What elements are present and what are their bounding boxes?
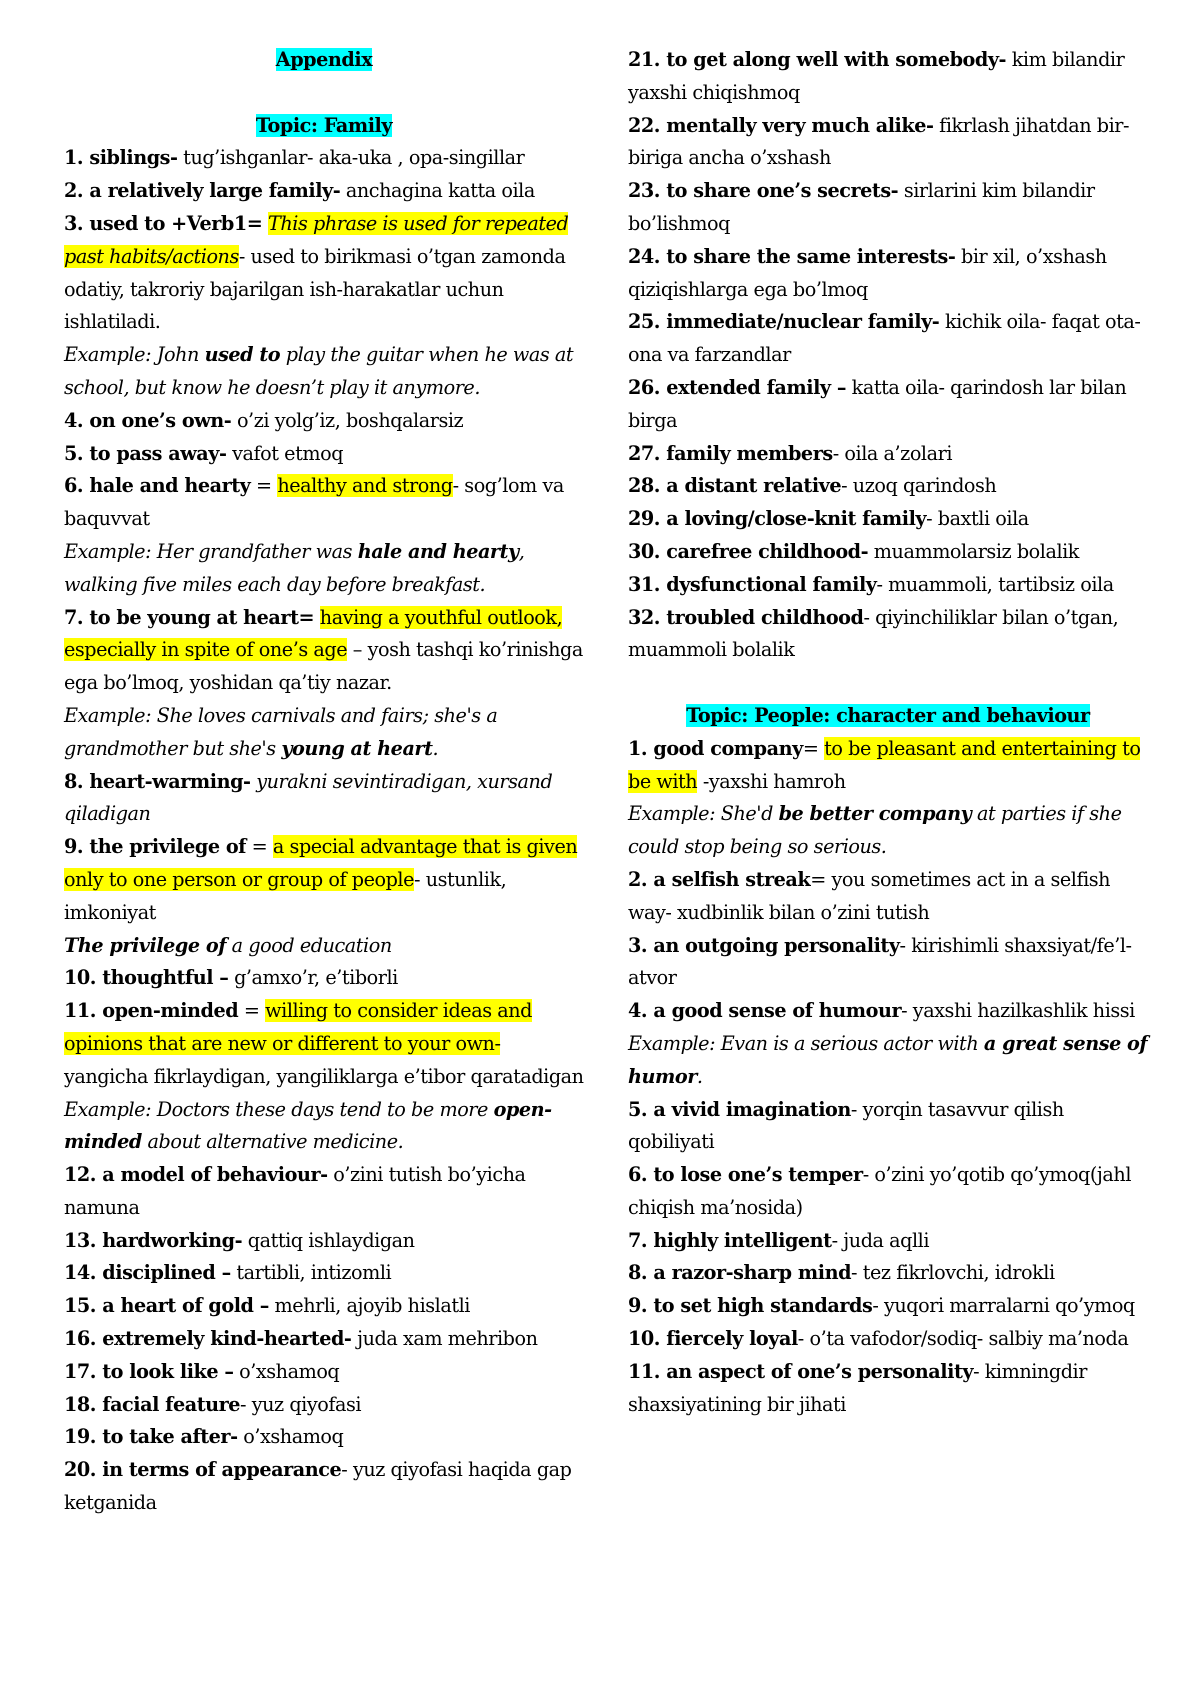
vocabulary-entry — [628, 372, 1148, 438]
vocabulary-entry — [64, 142, 584, 175]
entry-text: a great sense of humor — [628, 1031, 1148, 1088]
entry-text: 3. used to +Verb1= — [64, 211, 263, 235]
vocabulary-entry — [64, 831, 584, 929]
entry-text: - o’zini yo’qotib qo’ymoq(jahl chiqish ma’nosida) — [628, 1163, 1132, 1219]
entry-text: 16. extremely kind-hearted- — [64, 1327, 352, 1351]
entry-text: 4. on one’s own- — [64, 408, 232, 432]
vocabulary-entry — [64, 339, 584, 405]
entry-text: = — [245, 835, 273, 859]
entry-text: 25. immediate/nuclear family- — [628, 310, 940, 334]
entry-text: 14. disciplined – — [64, 1261, 231, 1285]
entry-text: - ustunlik, imkoniyat — [64, 867, 507, 924]
entry-text: 4. a good sense of humour — [628, 999, 902, 1023]
spacer — [628, 667, 1148, 700]
entry-text: a good education — [226, 933, 392, 957]
entry-text: play the guitar when he was at school, but know he doesn’t play it anymore. — [64, 343, 574, 399]
section-heading-text: Topic: Family — [255, 113, 393, 137]
entry-text: - yuqori marralarni qo’ymoq — [872, 1294, 1135, 1318]
vocabulary-entry — [628, 930, 1148, 996]
entry-text: - used to birikmasi o’tgan zamonda odatiy, takroriy bajarilgan ish-harakatlar uchun ishlatiladi. — [64, 244, 566, 334]
entry-text: 12. a model of behaviour- — [64, 1163, 328, 1187]
section-heading — [64, 110, 584, 143]
entry-text: = — [250, 474, 278, 498]
vocabulary-entry — [64, 208, 584, 339]
entry-text: 17. to look like – — [64, 1359, 234, 1383]
entry-text: o’xshamoq — [233, 1359, 340, 1383]
entry-text: be better company — [778, 802, 972, 826]
entry-text: 30. carefree childhood- — [628, 539, 869, 563]
entry-text: Example: Evan is a serious actor with — [628, 1031, 984, 1055]
entry-text: - kirishimli shaxsiyat/fe’l- atvor — [628, 933, 1132, 990]
section-heading-text: Topic: People: character and behaviour — [686, 703, 1090, 727]
entry-text: g’amxo’r, e’tiborli — [228, 966, 398, 990]
entry-text: sirlarini kim bilandir bo’lishmoq — [628, 179, 1095, 235]
vocabulary-entry — [64, 700, 584, 766]
vocabulary-entry — [64, 766, 584, 832]
entry-text: vafot etmoq — [226, 441, 344, 465]
vocabulary-entry — [628, 175, 1148, 241]
entry-text: - sog’lom va baquvvat — [64, 474, 564, 531]
vocabulary-entry — [628, 1290, 1148, 1323]
entry-text: anchagina katta oila — [340, 179, 535, 203]
entry-text: 6. hale and hearty — [64, 474, 251, 498]
entry-text: 9. to set high standards — [628, 1294, 873, 1318]
vocabulary-entry — [64, 1225, 584, 1258]
entry-text: having a youthful outlook, especially in spite of one’s age — [64, 605, 563, 662]
vocabulary-entry — [64, 1290, 584, 1323]
entry-text: used to — [204, 343, 281, 367]
entry-text: - uzoq qarindosh — [841, 474, 997, 498]
entry-text: Example: She'd — [628, 802, 779, 826]
vocabulary-entry — [628, 798, 1148, 864]
vocabulary-entry — [628, 1356, 1148, 1422]
entry-text: o’zini tutish bo’yicha namuna — [64, 1163, 526, 1219]
entry-text: tug’ishganlar- aka-uka , opa-singillar — [177, 146, 525, 170]
entry-text: about alternative medicine. — [141, 1130, 404, 1154]
spacer — [64, 77, 584, 110]
entry-text: 23. to share one’s secrets- — [628, 179, 899, 203]
vocabulary-entry — [64, 536, 584, 602]
entry-text: 2. a relatively large family- — [64, 179, 341, 203]
entry-text: fikrlash jihatdan bir-biriga ancha o’xshash — [628, 113, 1130, 170]
entry-text: The privilege of — [64, 933, 227, 957]
vocabulary-entry — [628, 733, 1148, 799]
vocabulary-entry — [628, 536, 1148, 569]
vocabulary-entry — [64, 1389, 584, 1422]
entry-text: qattiq ishlaydigan — [242, 1228, 415, 1252]
vocabulary-entry — [628, 44, 1148, 110]
entry-text: 9. the privilege of — [64, 835, 246, 859]
entry-text: 5. a vivid imagination — [628, 1097, 851, 1121]
entry-text: 21. to get along well with somebody- — [628, 48, 1007, 71]
entry-text: - baxtli oila — [926, 507, 1029, 531]
entry-text: 13. hardworking- — [64, 1228, 243, 1252]
entry-text: at parties if she could stop being so serious. — [628, 802, 1122, 859]
entry-text: 31. dysfunctional family — [628, 572, 877, 596]
entry-text: 28. a distant relative — [628, 474, 842, 498]
entry-text: - tez fikrlovchi, idrokli — [851, 1261, 1055, 1285]
entry-text: 5. to pass away- — [64, 441, 227, 465]
entry-text: 32. troubled childhood — [628, 605, 864, 629]
entry-text: . — [696, 1064, 703, 1088]
vocabulary-entry — [628, 503, 1148, 536]
vocabulary-entry — [628, 1225, 1148, 1258]
entry-text: tartibli, intizomli — [230, 1261, 392, 1285]
entry-text: 11. open-minded — [64, 999, 239, 1023]
entry-text: 11. an aspect of one’s personality — [628, 1359, 974, 1383]
entry-text: Example: Her grandfather was — [64, 539, 358, 563]
vocabulary-entry — [64, 1159, 584, 1225]
entry-text: katta oila- qarindosh lar bilan birga — [628, 375, 1127, 432]
entry-text: o’xshamoq — [237, 1425, 344, 1449]
vocabulary-entry — [64, 405, 584, 438]
vocabulary-entry — [64, 995, 584, 1093]
entry-text: 1. siblings- — [64, 146, 178, 170]
entry-text: a special advantage that is given only to one person or group of people — [64, 835, 578, 891]
entry-text: to be pleasant and entertaining to be with — [628, 736, 1141, 793]
section-heading — [628, 700, 1148, 733]
entry-text: 19. to take after- — [64, 1425, 238, 1449]
entry-text: hale and hearty — [357, 539, 519, 563]
entry-text: Example: John — [64, 343, 205, 367]
entry-text: 26. extended family – — [628, 375, 846, 399]
entry-text: kichik oila- faqat ota-ona va farzandlar — [628, 310, 1141, 367]
entry-text: = you sometimes act in a selfish way- xudbinlik bilan o’zini tutish — [628, 867, 1111, 924]
entry-text: Example: Doctors these days tend to be more — [64, 1097, 494, 1121]
entry-text: kim bilandir yaxshi chiqishmoq — [628, 48, 1125, 104]
vocabulary-entry — [628, 306, 1148, 372]
entry-text: This phrase is used for repeated past habits/actions — [64, 211, 569, 268]
entry-text: muammolarsiz bolalik — [868, 539, 1079, 563]
vocabulary-entry — [64, 930, 584, 963]
vocabulary-entry — [628, 110, 1148, 176]
entry-text: 10. fiercely loyal — [628, 1327, 798, 1351]
entry-text: 27. family members — [628, 441, 833, 465]
vocabulary-entry — [628, 569, 1148, 602]
entry-text: - yorqin tasavvur qilish qobiliyati — [628, 1097, 1064, 1154]
vocabulary-entry — [64, 1356, 584, 1389]
vocabulary-entry — [64, 438, 584, 471]
entry-text: - o’ta vafodor/sodiq- salbiy ma’noda — [797, 1327, 1129, 1351]
vocabulary-entry — [64, 1257, 584, 1290]
entry-text: 8. heart-warming- — [64, 769, 251, 793]
vocabulary-entry — [64, 1323, 584, 1356]
vocabulary-entry — [628, 1094, 1148, 1160]
entry-text: yangicha fikrlaydigan, yangiliklarga e’tibor qaratadigan — [64, 1064, 584, 1088]
entry-text: yurakni sevintiradigan, xursand qiladigan — [64, 769, 553, 826]
entry-text: 29. a loving/close-knit family — [628, 507, 927, 531]
entry-text: - oila a’zolari — [832, 441, 952, 465]
entry-text: 7. highly intelligent — [628, 1228, 832, 1252]
entry-text: 24. to share the same interests- — [628, 244, 956, 268]
vocabulary-entry — [628, 602, 1148, 668]
entry-text: - yaxshi hazilkashlik hissi — [901, 999, 1135, 1023]
vocabulary-entry — [64, 1421, 584, 1454]
vocabulary-entry — [628, 241, 1148, 307]
entry-text: - juda aqlli — [831, 1228, 930, 1252]
vocabulary-entry — [64, 470, 584, 536]
entry-text: bir xil, o’xshash qiziqishlarga ega bo’lmoq — [628, 244, 1107, 301]
vocabulary-entry — [64, 1094, 584, 1160]
vocabulary-entry — [628, 438, 1148, 471]
entry-text: 7. to be young at heart= — [64, 605, 315, 629]
entry-text — [314, 606, 320, 629]
entry-text: 15. a heart of gold – — [64, 1294, 269, 1318]
entry-text: = — [238, 999, 266, 1023]
vocabulary-entry — [628, 470, 1148, 503]
vocabulary-entry — [628, 864, 1148, 930]
vocabulary-entry — [628, 1257, 1148, 1290]
section-heading — [64, 44, 584, 77]
entry-text: mehrli, ajoyib hislatli — [268, 1294, 470, 1318]
entry-text: . — [432, 736, 439, 760]
entry-text: 22. mentally very much alike- — [628, 113, 934, 137]
entry-text: 8. a razor-sharp mind — [628, 1261, 852, 1285]
left-column — [64, 44, 584, 1520]
entry-text: - muammoli, tartibsiz oila — [876, 572, 1114, 596]
entry-text: 18. facial feature — [64, 1392, 241, 1416]
vocabulary-entry — [628, 1159, 1148, 1225]
vocabulary-entry — [628, 995, 1148, 1028]
entry-text: juda xam mehribon — [351, 1327, 538, 1351]
entry-text: healthy and strong — [277, 474, 453, 498]
entry-text: open-minded — [64, 1097, 552, 1154]
entry-text: = — [802, 736, 825, 760]
entry-text: - yuz qiyofasi — [240, 1392, 362, 1416]
entry-text: – yosh tashqi ko’rinishga ega bo’lmoq, yoshidan qa’tiy nazar. — [64, 638, 583, 695]
entry-text: 10. thoughtful – — [64, 966, 229, 990]
entry-text: 3. an outgoing personality — [628, 933, 900, 957]
vocabulary-entry — [628, 1028, 1148, 1094]
entry-text: 2. a selfish streak — [628, 867, 811, 891]
vocabulary-entry — [64, 175, 584, 208]
entry-text: young at heart — [281, 736, 433, 760]
section-heading-text: Appendix — [275, 48, 373, 71]
entry-text: 1. good company — [628, 736, 803, 760]
entry-text: -yaxshi hamroh — [697, 769, 846, 793]
entry-text: - kimningdir shaxsiyatining bir jihati — [628, 1359, 1087, 1416]
entry-text: - yuz qiyofasi haqida gap ketganida — [64, 1458, 572, 1515]
right-column — [628, 44, 1148, 1421]
entry-text: willing to consider ideas and opinions that are new or different to your own- — [64, 999, 532, 1055]
entry-text: o’zi yolg’iz, boshqalarsiz — [231, 408, 464, 432]
entry-text: 20. in terms of appearance — [64, 1458, 342, 1482]
vocabulary-entry — [628, 1323, 1148, 1356]
entry-text: 6. to lose one’s temper — [628, 1163, 863, 1187]
entry-text: , walking five miles each day before breakfast. — [64, 539, 525, 596]
vocabulary-entry — [64, 602, 584, 700]
vocabulary-entry — [64, 1454, 584, 1520]
vocabulary-entry — [64, 962, 584, 995]
entry-text: - qiyinchiliklar bilan o’tgan, muammoli bolalik — [628, 605, 1119, 662]
entry-text: Example: She loves carnivals and fairs; she's a grandmother but she's — [64, 703, 498, 760]
